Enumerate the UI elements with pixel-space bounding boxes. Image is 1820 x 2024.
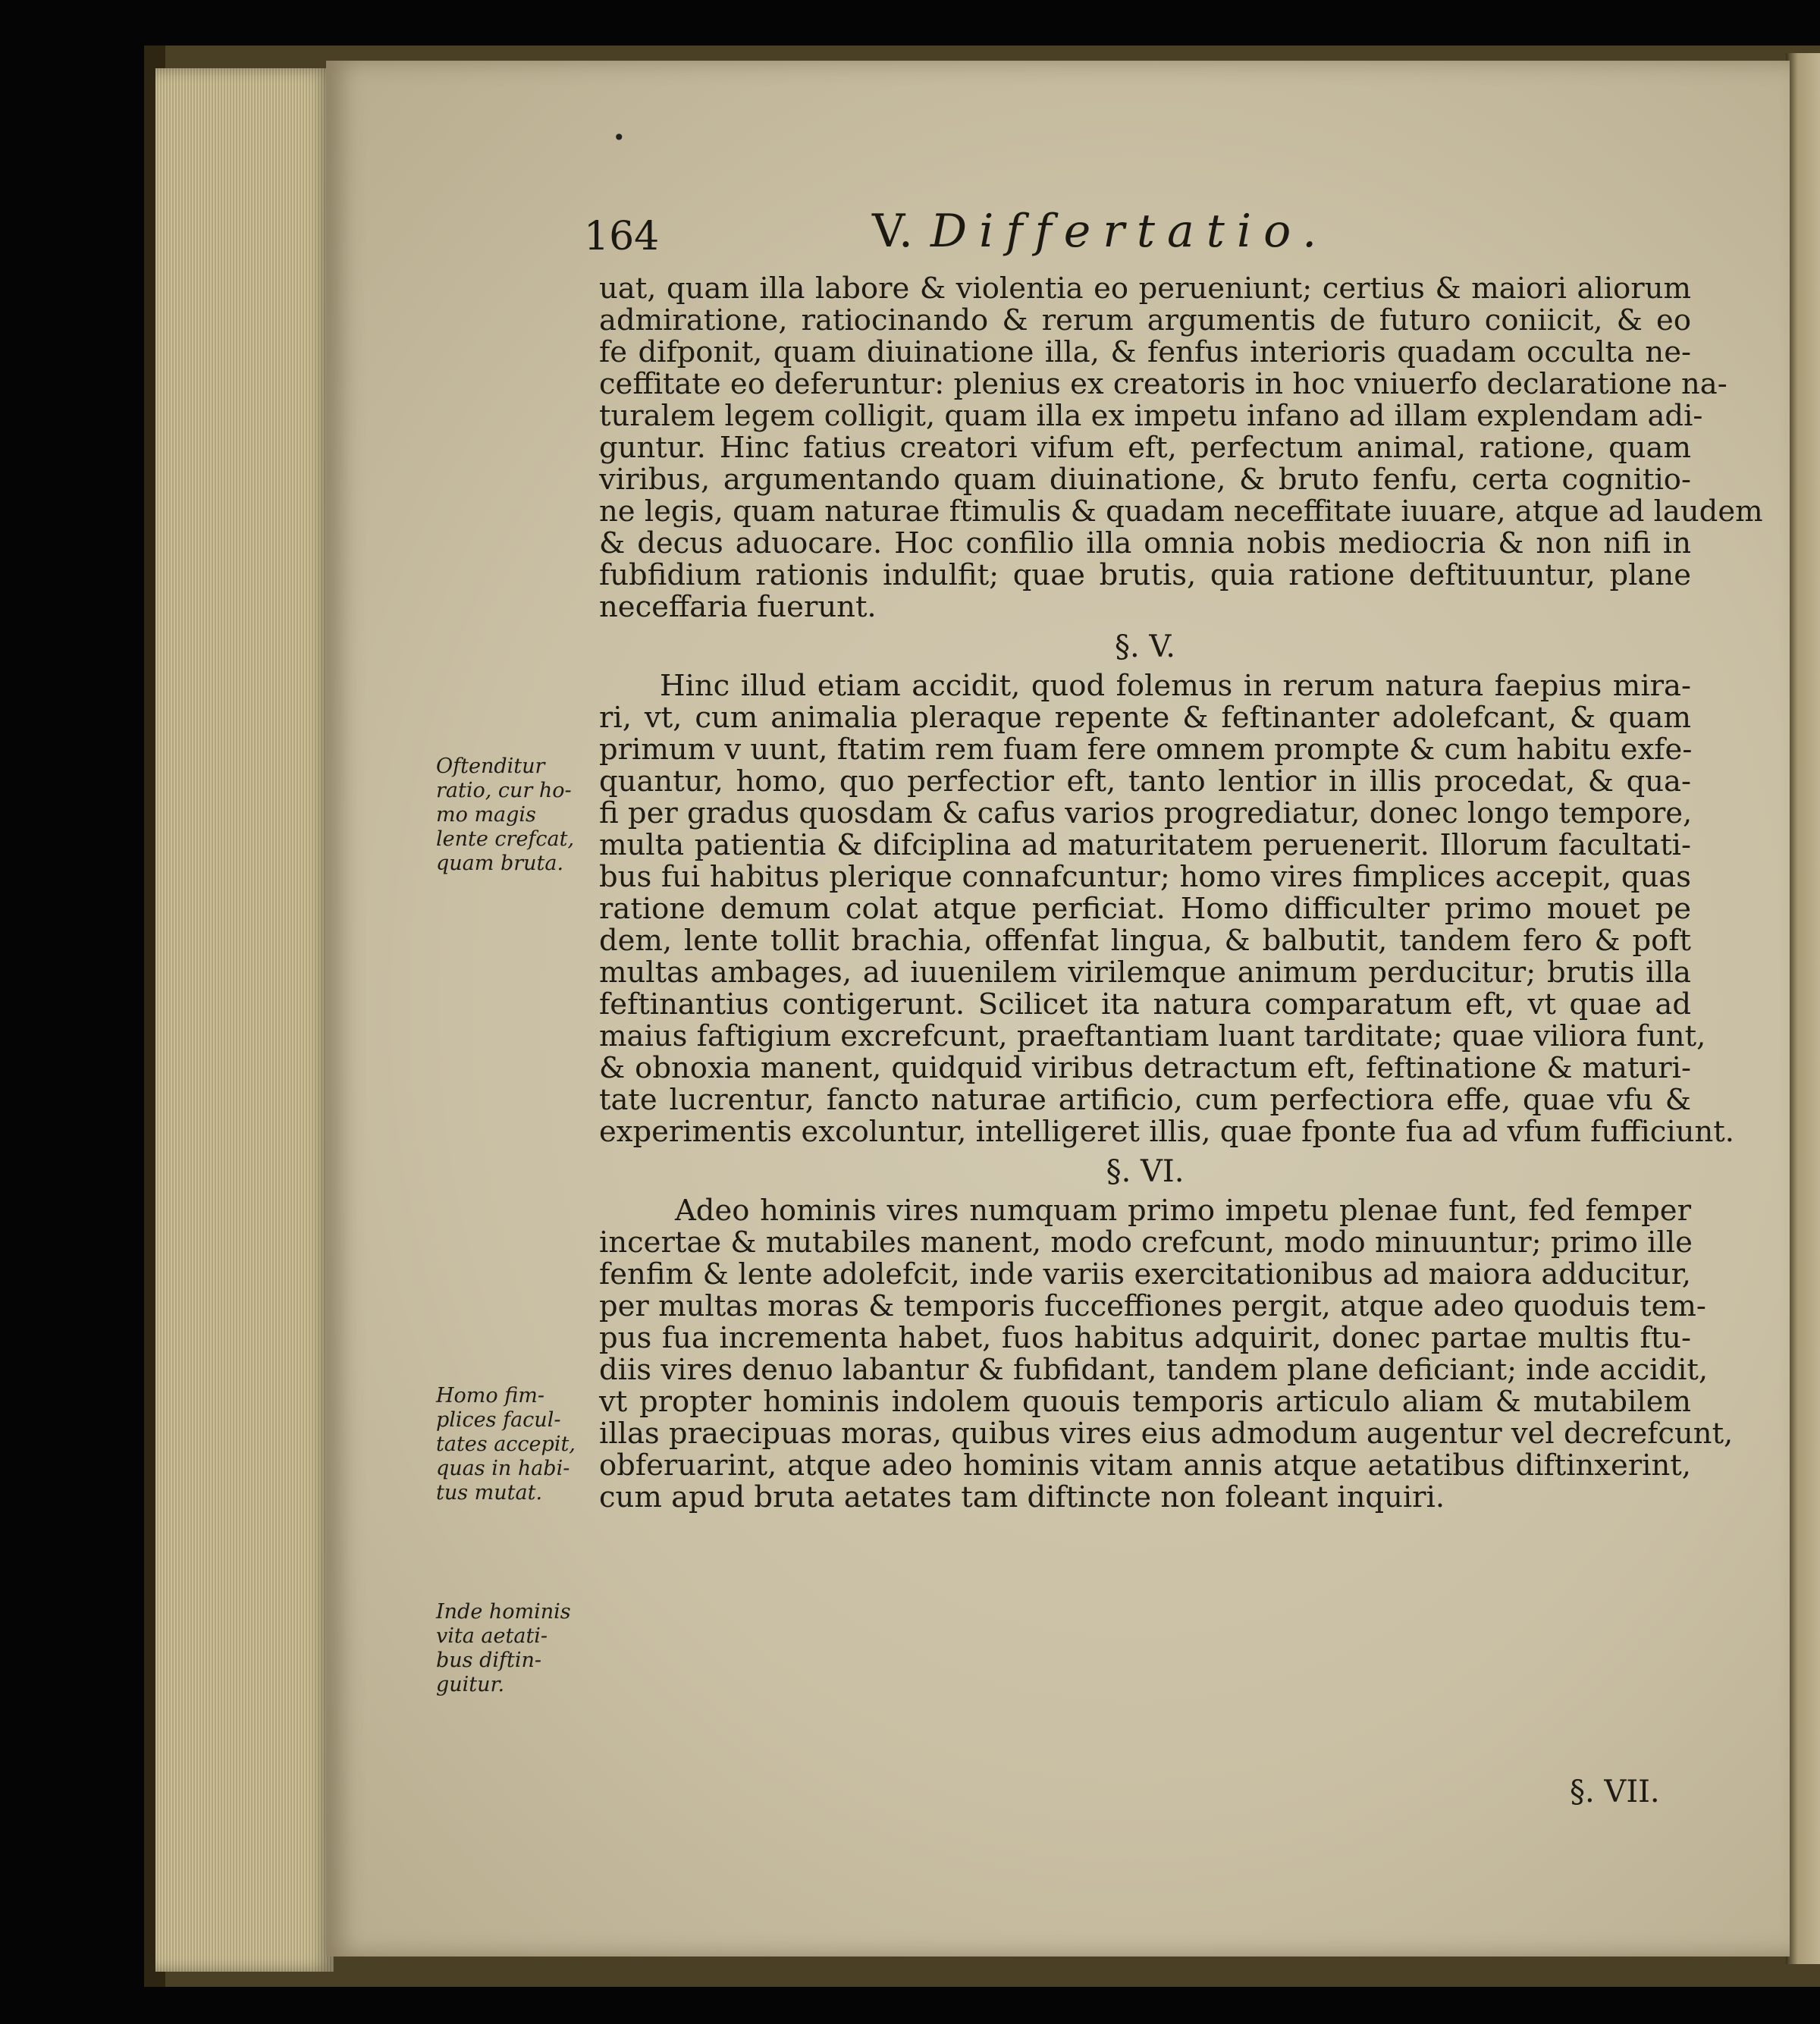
- text-line: ratione demum colat atque perficiat. Homo difficulter primo mouet pe: [599, 892, 1691, 926]
- text-line: feftinantius contigerunt. Scilicet ita natura comparatum eft, vt quae ad: [599, 987, 1691, 1021]
- text-line: bus fui habitus plerique connafcuntur; homo vires fimplices accepit, quas: [599, 860, 1691, 894]
- text-line: illas praecipuas moras, quibus vires eius admodum augentur vel decrefcunt,: [599, 1417, 1734, 1451]
- margin-note-line: quam bruta.: [436, 852, 564, 875]
- text-line: fubfidium rationis indulfit; quae brutis, quia ratione deftituuntur, plane: [599, 558, 1691, 592]
- text-line: turalem legem colligit, quam illa ex impetu infano ad illam explendam adi-: [599, 399, 1703, 433]
- text-line: cum apud bruta aetates tam diftincte non foleant inquiri.: [599, 1480, 1445, 1514]
- text-line: maius faftigium excrefcunt, praeftantiam luant tarditate; quae viliora funt,: [599, 1019, 1706, 1053]
- facing-page-edge: [1786, 53, 1820, 1964]
- margin-note-line: vita aetati-: [436, 1624, 548, 1648]
- text-line: multas ambages, ad iuuenilem virilemque animum perducitur; brutis illa: [599, 956, 1691, 990]
- margin-note-section-vi-b: [436, 1600, 599, 1697]
- text-line: & decus aduocare. Hoc confilio illa omnia nobis mediocria & non nifi in: [599, 526, 1691, 560]
- margin-note-line: tus mutat.: [436, 1481, 543, 1505]
- text-line: admiratione, ratiocinando & rerum argumentis de futuro coniicit, & eo: [599, 303, 1691, 337]
- section-heading-v: §. V.: [1114, 629, 1176, 664]
- margin-note-section-v: [436, 755, 599, 876]
- text-line: experimentis excoluntur, intelligeret illis, quae fponte fua ad vfum fufficiunt.: [599, 1115, 1734, 1149]
- running-title-prefix: V.: [872, 205, 915, 258]
- text-line: ri, vt, cum animalia pleraque repente & feftinanter adolefcant, & quam: [599, 701, 1691, 735]
- text-line: neceffaria fuerunt.: [599, 590, 877, 624]
- text-line: primum v uunt, ftatim rem fuam fere omnem prompte & cum habitu exfe-: [599, 733, 1693, 767]
- text-line: Adeo hominis vires numquam primo impetu plenae funt, fed femper: [675, 1194, 1691, 1228]
- margin-note-line: plices facul-: [436, 1408, 561, 1432]
- margin-note-line: Homo fim-: [436, 1384, 544, 1407]
- main-text: [599, 271, 1763, 1514]
- margin-note-line: quas in habi-: [436, 1457, 570, 1480]
- text-line: incertae & mutabiles manent, modo crefcunt, modo minuuntur; primo ille: [599, 1225, 1693, 1260]
- text-line: ne legis, quam naturae ftimulis & quadam neceffitate iuuare, atque ad laudem: [599, 494, 1763, 529]
- text-line: vt propter hominis indolem quouis temporis articulo aliam & mutabilem: [599, 1385, 1691, 1419]
- text-line: dem, lente tollit brachia, offenfat lingua, & balbutit, tandem fero & poft: [599, 924, 1691, 958]
- text-line: fenfim & lente adolefcit, inde variis exercitationibus ad maiora adducitur,: [599, 1257, 1691, 1291]
- page-edges: [155, 68, 334, 1972]
- text-line: diis vires denuo labantur & fubfidant, tandem plane deficiant; inde accidit,: [599, 1353, 1709, 1387]
- text-line: viribus, argumentando quam diuinatione, & bruto fenfu, certa cognitio-: [599, 463, 1691, 497]
- margin-note-line: Inde hominis: [436, 1600, 571, 1624]
- margin-note-line: Oftenditur: [436, 755, 545, 778]
- paragraph-section-v: [599, 669, 1734, 1149]
- paragraph-section-vi: [599, 1194, 1734, 1514]
- catchword: §. VII.: [1570, 1775, 1660, 1809]
- running-title-word: Differtatio.: [930, 205, 1329, 258]
- text-line: fe difponit, quam diuinatione illa, & fenfus interioris quadam occulta ne-: [599, 335, 1691, 369]
- running-title: [872, 205, 1329, 258]
- page-number: 164: [584, 214, 660, 259]
- text-line: fi per gradus quosdam & cafus varios progrediatur, donec longo tempore,: [599, 796, 1693, 830]
- text-line: per multas moras & temporis fucceffiones pergit, atque adeo quoduis tem-: [599, 1289, 1706, 1323]
- text-line: guntur. Hinc fatius creatori vifum eft, perfectum animal, ratione, quam: [599, 431, 1691, 465]
- section-heading-vi: §. VI.: [1106, 1154, 1185, 1189]
- margin-note-line: ratio, cur ho-: [436, 779, 572, 802]
- margin-note-line: mo magis: [436, 803, 536, 827]
- text-line: & obnoxia manent, quidquid viribus detractum eft, feftinatione & maturi-: [599, 1051, 1691, 1085]
- printer-ornament: •: [613, 125, 626, 150]
- text-line: tate lucrentur, fancto naturae artificio, cum perfectiora effe, quae vfu &: [599, 1083, 1691, 1117]
- page-header: [584, 205, 1494, 258]
- text-line: quantur, homo, quo perfectior eft, tanto lentior in illis procedat, & qua-: [599, 764, 1691, 799]
- margin-note-line: bus diftin-: [436, 1649, 542, 1672]
- margin-note-line: tates accepit,: [436, 1432, 576, 1456]
- paragraph-continued: [599, 271, 1763, 624]
- text-line: ceffitate eo deferuntur: plenius ex creatoris in hoc vniuerfo declaratione na-: [599, 367, 1727, 401]
- text-line: pus fua incrementa habet, fuos habitus adquirit, donec partae multis ftu-: [599, 1321, 1691, 1355]
- margin-note-line: lente crefcat,: [436, 827, 575, 851]
- text-line: multa patientia & difciplina ad maturitatem peruenerit. Illorum facultati-: [599, 828, 1691, 862]
- margin-note-section-vi-a: [436, 1384, 599, 1505]
- text-line: Hinc illud etiam accidit, quod folemus in rerum natura faepius mira-: [660, 669, 1691, 703]
- margin-note-line: guitur.: [436, 1673, 505, 1696]
- text-line: uat, quam illa labore & violentia eo perueniunt; certius & maiori aliorum: [599, 271, 1691, 306]
- text-line: obferuarint, atque adeo hominis vitam annis atque aetatibus diftinxerint,: [599, 1448, 1691, 1483]
